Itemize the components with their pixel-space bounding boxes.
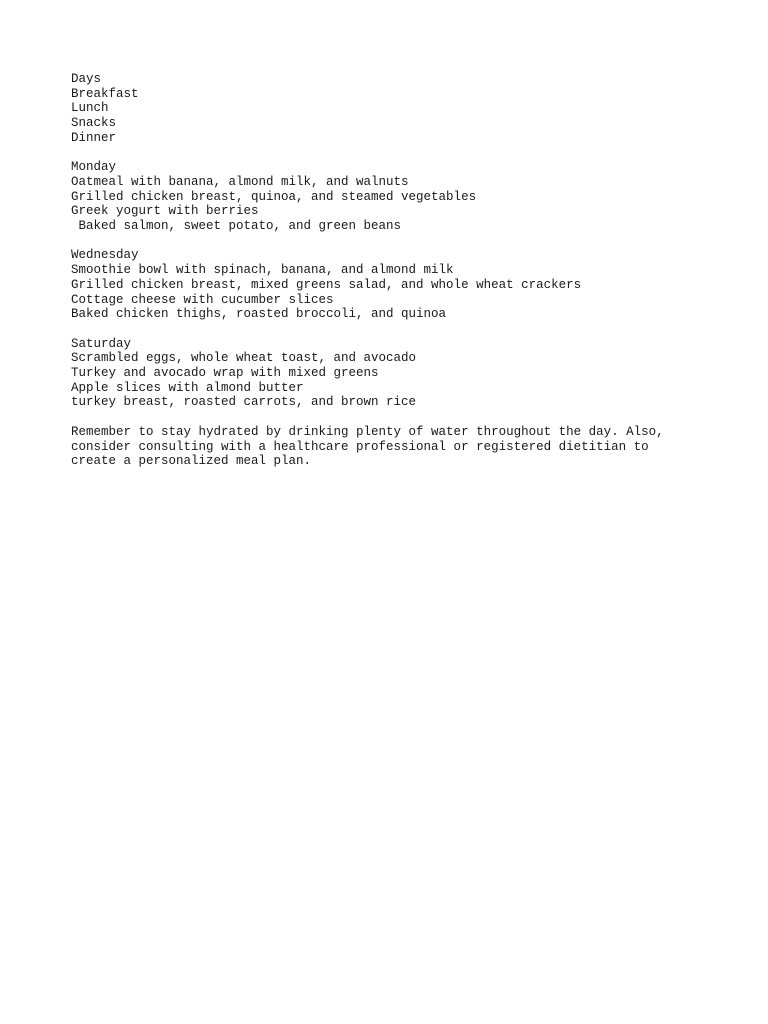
breakfast-entry: Smoothie bowl with spinach, banana, and almond milk [71,263,454,278]
dinner-entry: turkey breast, roasted carrots, and brown rice [71,395,417,410]
header-days: Days [71,72,102,86]
lunch-entry: Grilled chicken breast, mixed greens salad, and whole wheat crackers [71,277,582,292]
snacks-entry: Greek yogurt with berries [71,204,259,219]
closing-note-line: consider consulting with a healthcare professional or registered dietitian to [71,439,649,454]
header-breakfast: Breakfast [71,86,139,101]
snacks-entry: Cottage cheese with cucumber slices [71,292,334,307]
header-lunch: Lunch [71,101,109,116]
day-name: Wednesday [71,248,139,263]
day-block-saturday [71,337,751,411]
breakfast-entry: Oatmeal with banana, almond milk, and walnuts [71,174,409,189]
header-dinner: Dinner [71,130,117,145]
breakfast-entry: Scrambled eggs, whole wheat toast, and avocado [71,351,417,366]
lunch-entry: Grilled chicken breast, quinoa, and steamed vegetables [71,189,477,204]
closing-note [71,425,751,469]
day-block-monday [71,160,751,234]
closing-note-line: create a personalized meal plan. [71,454,312,469]
closing-note-line: Remember to stay hydrated by drinking plenty of water throughout the day. Also, [71,424,664,439]
column-headers-block [71,72,751,146]
day-block-wednesday [71,248,751,322]
dinner-entry: Baked chicken thighs, roasted broccoli, and quinoa [71,307,447,322]
dinner-entry: Baked salmon, sweet potato, and green beans [71,219,402,234]
day-name: Saturday [71,336,132,351]
day-name: Monday [71,160,117,175]
lunch-entry: Turkey and avocado wrap with mixed greens [71,366,379,381]
document-page [71,72,751,484]
header-snacks: Snacks [71,116,117,131]
snacks-entry: Apple slices with almond butter [71,380,304,395]
